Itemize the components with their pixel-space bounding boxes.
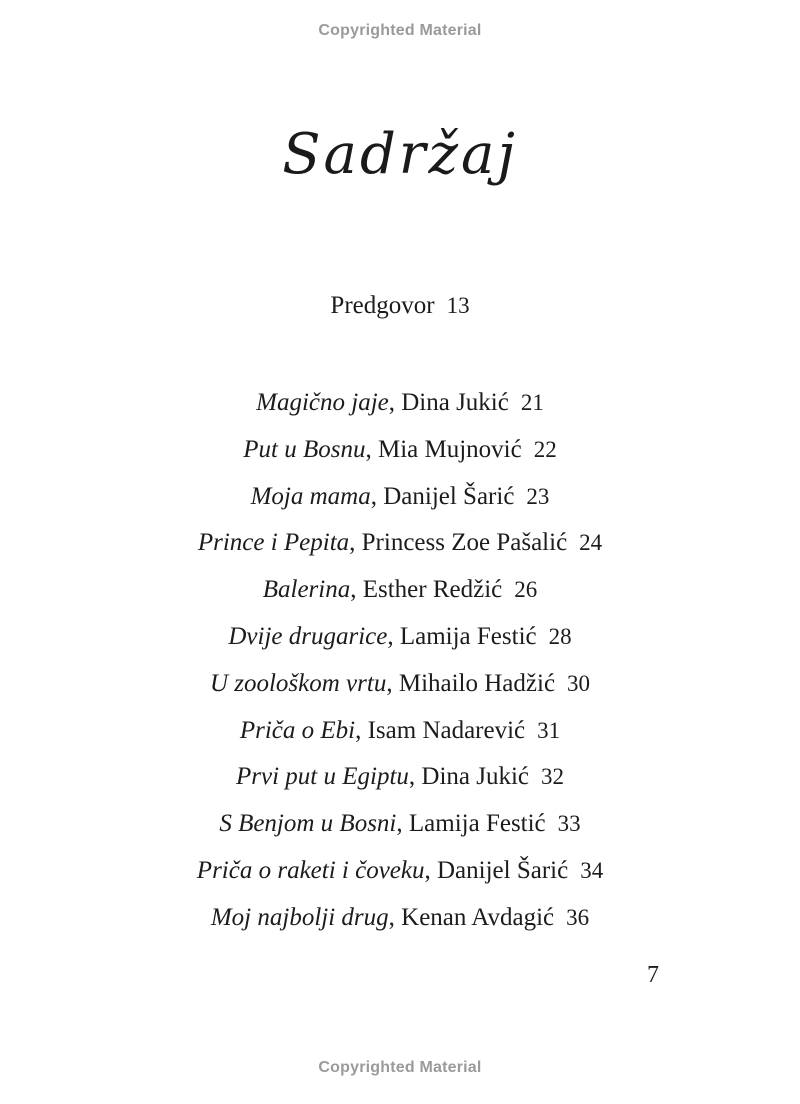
story-author: , Lamija Festić (387, 622, 537, 650)
story-author: , Mia Mujnović (365, 435, 522, 463)
story-author: , Dina Jukić (388, 389, 509, 416)
story-title: Priča o raketi i čoveku (196, 856, 425, 884)
story-title: Put u Bosnu (243, 435, 366, 463)
story-title: Moja mama (250, 482, 371, 510)
story-title: Moj najbolji drug (210, 903, 389, 931)
story-title: Prvi put u Egiptu (235, 763, 409, 791)
story-title: U zoološkom vrtu (209, 669, 387, 697)
toc-entry (0, 431, 800, 478)
toc-entry-preface (0, 292, 800, 320)
story-page-number: 22 (533, 436, 557, 462)
story-author: , Danijel Šarić (370, 482, 515, 510)
story-author: , Esther Redžić (350, 576, 503, 604)
copyright-watermark-top: Copyrighted Material (318, 22, 482, 39)
story-page-number: 21 (520, 390, 544, 415)
table-of-contents (0, 384, 800, 946)
preface-page-number: 13 (446, 293, 470, 318)
story-title: Prince i Pepita (197, 529, 350, 557)
story-page-number: 26 (514, 577, 538, 603)
story-page-number: 28 (548, 623, 572, 649)
copyright-watermark-bottom: Copyrighted Material (318, 1059, 482, 1076)
story-title: Priča o Ebi (239, 716, 356, 744)
preface-label: Predgovor (330, 292, 435, 319)
toc-entry (0, 852, 800, 899)
story-author: , Lamija Festić (396, 810, 546, 838)
story-page-number: 32 (541, 764, 565, 790)
story-author: , Danijel Šarić (424, 856, 569, 884)
toc-entry (0, 665, 800, 712)
toc-entry (0, 712, 800, 759)
toc-entry (0, 524, 800, 571)
story-page-number: 24 (579, 530, 603, 556)
story-author: , Dina Jukić (408, 763, 530, 791)
toc-entry (0, 384, 800, 431)
story-author: , Isam Nadarević (355, 716, 526, 744)
story-page-number: 36 (566, 904, 590, 930)
story-title: Magično jaje (256, 389, 389, 416)
toc-entry (0, 478, 800, 525)
toc-entry (0, 618, 800, 665)
toc-entry (0, 571, 800, 618)
toc-entry (0, 805, 800, 852)
folio-page-number: 7 (647, 962, 659, 988)
story-title: Dvije drugarice (228, 622, 388, 650)
story-author: , Kenan Avdagić (388, 903, 555, 931)
story-title: Balerina (262, 576, 351, 604)
story-page-number: 23 (526, 483, 550, 509)
toc-entry (0, 758, 800, 805)
story-page-number: 30 (567, 670, 591, 696)
story-page-number: 34 (580, 857, 604, 883)
story-page-number: 33 (557, 811, 581, 837)
story-author: , Mihailo Hadžić (386, 669, 556, 697)
page-title: Sadržaj (282, 122, 518, 187)
story-author: , Princess Zoe Pašalić (349, 529, 568, 557)
story-title: S Benjom u Bosni (219, 810, 397, 838)
toc-entry (0, 899, 800, 946)
story-page-number: 31 (537, 717, 561, 743)
